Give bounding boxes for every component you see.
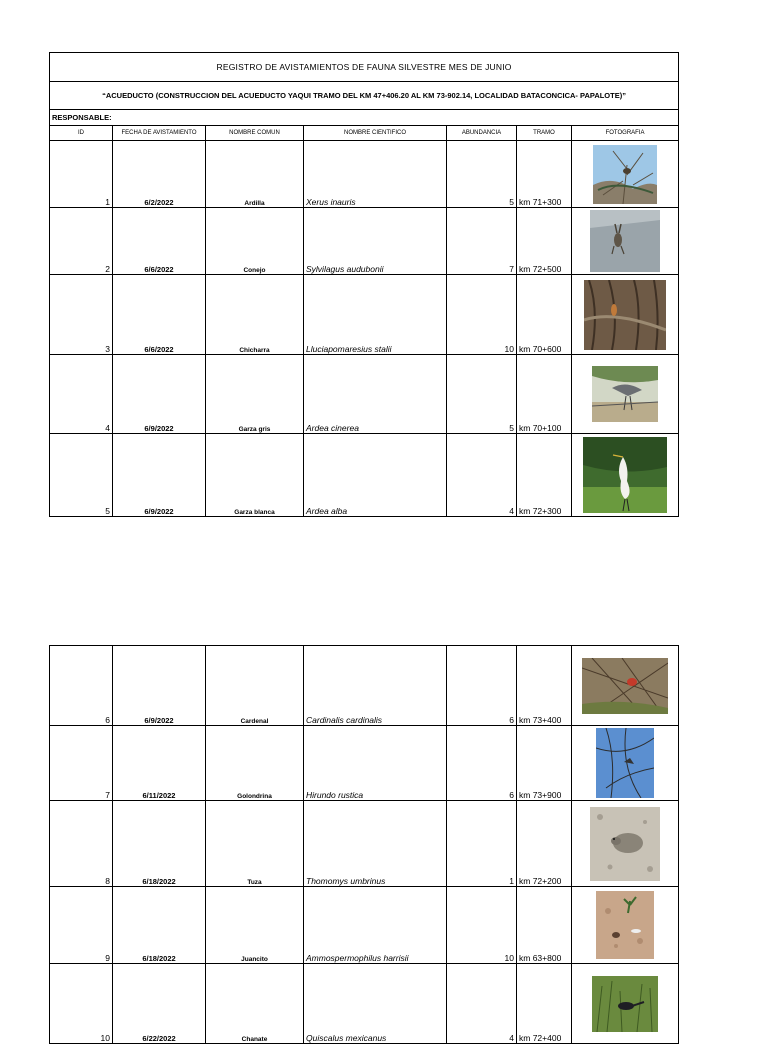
row-abundancia: 5 xyxy=(447,355,517,434)
table-row xyxy=(50,141,679,208)
row-nombre-comun: Garza blanca xyxy=(206,434,304,517)
table-header-row xyxy=(50,126,679,141)
row-nombre-comun: Cardenal xyxy=(206,646,304,726)
row-nombre-comun: Tuza xyxy=(206,801,304,887)
row-fecha: 6/9/2022 xyxy=(113,355,206,434)
document-title: REGISTRO DE AVISTAMIENTOS DE FAUNA SILVESTRE MES DE JUNIO xyxy=(50,53,679,82)
row-fotografia xyxy=(572,726,679,801)
row-abundancia: 4 xyxy=(447,434,517,517)
row-tramo: km 63+800 xyxy=(517,887,572,964)
table-row xyxy=(50,726,679,801)
row-nombre-cientifico: Ammospermophilus harrisii xyxy=(304,887,447,964)
row-tramo: km 72+300 xyxy=(517,434,572,517)
row-fecha: 6/6/2022 xyxy=(113,275,206,355)
header-abundancia: ABUNDANCIA xyxy=(447,126,517,141)
row-nombre-cientifico: Thomomys umbrinus xyxy=(304,801,447,887)
photo-ground-squirrel xyxy=(596,891,654,959)
photo-squirrel-tree xyxy=(593,145,657,204)
row-tramo: km 73+400 xyxy=(517,646,572,726)
row-fecha: 6/9/2022 xyxy=(113,646,206,726)
photo-gopher-ground xyxy=(590,807,660,881)
wildlife-sightings-table-top xyxy=(49,52,679,517)
row-nombre-cientifico: Quiscalus mexicanus xyxy=(304,964,447,1044)
table-row xyxy=(50,646,679,726)
photo-grey-heron xyxy=(592,366,658,422)
table-row xyxy=(50,275,679,355)
row-id: 1 xyxy=(50,141,113,208)
row-fotografia xyxy=(572,801,679,887)
row-abundancia: 10 xyxy=(447,887,517,964)
row-abundancia: 7 xyxy=(447,208,517,275)
row-fecha: 6/6/2022 xyxy=(113,208,206,275)
table-row xyxy=(50,355,679,434)
row-id: 4 xyxy=(50,355,113,434)
row-fotografia xyxy=(572,887,679,964)
header-nombre-comun: NOMBRE COMUN xyxy=(206,126,304,141)
row-abundancia: 4 xyxy=(447,964,517,1044)
row-fecha: 6/11/2022 xyxy=(113,726,206,801)
row-fotografia xyxy=(572,355,679,434)
row-tramo: km 72+400 xyxy=(517,964,572,1044)
row-nombre-cientifico: Sylvilagus audubonii xyxy=(304,208,447,275)
row-nombre-comun: Chicharra xyxy=(206,275,304,355)
project-subtitle: “ACUEDUCTO (CONSTRUCCION DEL ACUEDUCTO YAQUI TRAMO DEL KM 47+406.20 AL KM 73-902.14, LOCALIDAD BATACONCICA- PAPALOTE)” xyxy=(50,82,679,110)
row-nombre-cientifico: Hirundo rustica xyxy=(304,726,447,801)
row-id: 7 xyxy=(50,726,113,801)
row-id: 10 xyxy=(50,964,113,1044)
row-tramo: km 71+300 xyxy=(517,141,572,208)
photo-rabbit-road xyxy=(590,210,660,272)
row-tramo: km 70+600 xyxy=(517,275,572,355)
row-nombre-comun: Juancito xyxy=(206,887,304,964)
table-row xyxy=(50,801,679,887)
row-fotografia xyxy=(572,964,679,1044)
row-fecha: 6/2/2022 xyxy=(113,141,206,208)
table-row xyxy=(50,887,679,964)
table-body-bottom xyxy=(50,646,679,1044)
row-nombre-cientifico: Ardea cinerea xyxy=(304,355,447,434)
row-tramo: km 70+100 xyxy=(517,355,572,434)
row-fecha: 6/9/2022 xyxy=(113,434,206,517)
header-fotografia: FOTOGRAFIA xyxy=(572,126,679,141)
row-abundancia: 1 xyxy=(447,801,517,887)
row-fotografia xyxy=(572,208,679,275)
row-fotografia xyxy=(572,275,679,355)
table-row xyxy=(50,964,679,1044)
row-fecha: 6/18/2022 xyxy=(113,887,206,964)
row-nombre-cientifico: Lluciapomaresius stalii xyxy=(304,275,447,355)
row-id: 5 xyxy=(50,434,113,517)
row-tramo: km 72+500 xyxy=(517,208,572,275)
row-nombre-cientifico: Ardea alba xyxy=(304,434,447,517)
row-nombre-cientifico: Xerus inauris xyxy=(304,141,447,208)
row-fotografia xyxy=(572,646,679,726)
row-id: 6 xyxy=(50,646,113,726)
row-abundancia: 6 xyxy=(447,726,517,801)
row-nombre-comun: Garza gris xyxy=(206,355,304,434)
photo-cardinal-brush xyxy=(582,658,668,714)
row-fecha: 6/18/2022 xyxy=(113,801,206,887)
table-row xyxy=(50,208,679,275)
photo-white-egret xyxy=(583,437,667,513)
row-fotografia xyxy=(572,434,679,517)
row-nombre-comun: Chanate xyxy=(206,964,304,1044)
row-tramo: km 73+900 xyxy=(517,726,572,801)
row-id: 3 xyxy=(50,275,113,355)
header-tramo: TRAMO xyxy=(517,126,572,141)
wildlife-sightings-table-bottom xyxy=(49,645,679,1044)
row-tramo: km 72+200 xyxy=(517,801,572,887)
row-nombre-comun: Golondrina xyxy=(206,726,304,801)
row-fotografia xyxy=(572,141,679,208)
row-nombre-cientifico: Cardinalis cardinalis xyxy=(304,646,447,726)
row-id: 8 xyxy=(50,801,113,887)
row-nombre-comun: Conejo xyxy=(206,208,304,275)
row-fecha: 6/22/2022 xyxy=(113,964,206,1044)
photo-cicada-bark xyxy=(584,280,666,350)
responsable-label: RESPONSABLE: xyxy=(50,110,679,126)
table-row xyxy=(50,434,679,517)
header-id: ID xyxy=(50,126,113,141)
row-id: 2 xyxy=(50,208,113,275)
row-id: 9 xyxy=(50,887,113,964)
photo-grackle-grass xyxy=(592,976,658,1032)
row-abundancia: 6 xyxy=(447,646,517,726)
row-abundancia: 5 xyxy=(447,141,517,208)
header-nombre-cientifico: NOMBRE CIENTIFICO xyxy=(304,126,447,141)
row-nombre-comun: Ardilla xyxy=(206,141,304,208)
row-abundancia: 10 xyxy=(447,275,517,355)
photo-swallow-sky xyxy=(596,728,654,798)
header-fecha: FECHA DE AVISTAMIENTO xyxy=(113,126,206,141)
